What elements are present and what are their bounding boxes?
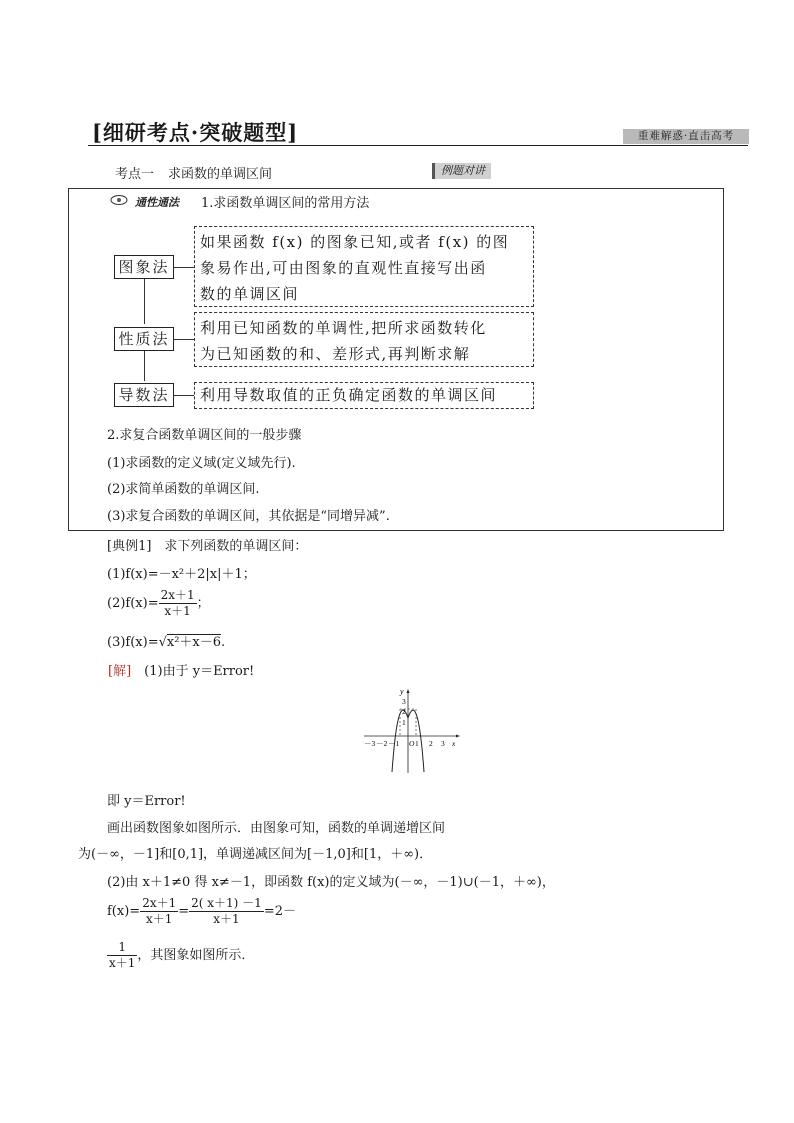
x-tick-neg3: －3 — [364, 739, 376, 748]
method-label-graph: 图象法 — [114, 255, 174, 279]
x-tick-neg1: －1 — [388, 739, 400, 748]
solution-tag: [解] — [108, 664, 132, 679]
header-badge: 重难解惑·直击高考 — [623, 129, 749, 144]
part2-lhs: (2)f(x)= — [107, 596, 159, 611]
method-heading-2: 2.求复合函数单调区间的一般步骤 — [107, 428, 302, 443]
y-tick-3: 3 — [402, 697, 406, 706]
method-desc-property — [194, 312, 534, 367]
x-axis-label: x — [452, 739, 456, 748]
solution-text: (1)由于 y＝Error! — [144, 664, 255, 679]
x-tick-3: 3 — [441, 739, 445, 748]
transform-fraction-1 — [140, 896, 178, 927]
y-tick-2: 2 — [402, 707, 406, 716]
fraction-numerator: 1 — [107, 940, 137, 956]
solution-line-1: 画出函数图象如图所示．由图象可知，函数的单调递增区间 — [107, 821, 446, 836]
x-axis-arrow — [456, 735, 460, 738]
method-label-property: 性质法 — [114, 327, 174, 351]
transform-line — [107, 896, 296, 927]
connector-h-1 — [174, 267, 194, 268]
section-title: 求函数的单调区间 — [168, 167, 273, 182]
fraction-denominator: x＋1 — [109, 956, 136, 970]
sqrt-sign: √ — [158, 635, 167, 650]
last-line — [107, 940, 254, 971]
last-fraction — [107, 940, 137, 971]
last-text: ，其图象如图所示． — [137, 948, 255, 963]
transform-tail: =2－ — [263, 904, 296, 919]
example-part-3 — [107, 631, 225, 650]
y-axis-label: y — [400, 687, 404, 696]
method-label-derivative: 导数法 — [114, 383, 174, 407]
section-heading — [115, 163, 272, 182]
y-tick-1: 1 — [402, 718, 406, 727]
tong-label: 通性通法 — [135, 196, 179, 209]
section-tag: 例题对讲 — [432, 163, 491, 179]
part2-end: ； — [196, 596, 210, 611]
sqrt-radicand: x²＋x－6 — [166, 635, 222, 650]
x-tick-1: 1 — [415, 739, 419, 748]
example-part-1: (1)f(x)=－x²＋2|x|＋1； — [107, 567, 256, 582]
desc-line: 数的单调区间 — [200, 285, 300, 303]
example-title: [典例1] 求下列函数的单调区间： — [107, 539, 308, 554]
part3-end: . — [221, 635, 226, 650]
example-part-2 — [107, 588, 210, 619]
step-2: (2)求简单函数的单调区间. — [107, 482, 260, 497]
desc-line: 象易作出,可由图象的直观性直接写出函 — [200, 259, 487, 277]
y-axis-arrow — [407, 689, 410, 693]
solution-line-2: 为(－∞，－1]和[0,1]，单调递减区间为[－1,0]和[1，＋∞)． — [78, 847, 433, 862]
solution-first-line — [108, 660, 254, 679]
connector-h-3 — [174, 395, 194, 396]
fraction-numerator: 2( x＋1) －1 — [191, 896, 262, 910]
desc-line: 利用已知函数的单调性,把所求函数转化 — [200, 319, 487, 337]
fraction-denominator: x＋1 — [213, 912, 240, 926]
x-tick-2: 2 — [429, 739, 433, 748]
part3-lhs: (3)f(x)= — [107, 635, 159, 650]
method-desc-derivative — [194, 382, 534, 409]
fraction-denominator: x＋1 — [146, 912, 173, 926]
desc-line: 如果函数 f(x) 的图象已知,或者 f(x) 的图 — [200, 233, 510, 251]
method-heading-1: 1.求函数单调区间的常用方法 — [201, 196, 370, 211]
section-label: 考点一 — [115, 167, 155, 182]
solution-line-3: (2)由 x＋1≠0 得 x≠－1，即函数 f(x)的定义域为(－∞，－1)∪(－1，＋∞)， — [107, 875, 555, 890]
connector-vertical-2 — [144, 351, 145, 381]
ji-line: 即 y＝Error! — [107, 794, 186, 809]
transform-fraction-2 — [189, 896, 264, 927]
fraction-numerator: 2x＋1 — [142, 896, 177, 910]
function-graph — [362, 685, 462, 775]
connector-vertical-1 — [144, 279, 145, 324]
fraction-denominator: x＋1 — [164, 604, 191, 618]
transform-lhs: f(x)= — [107, 904, 141, 919]
origin-label: O — [409, 739, 415, 748]
step-1: (1)求函数的定义域(定义域先行). — [107, 456, 296, 471]
x-tick-neg2: －2 — [376, 739, 388, 748]
part2-fraction — [159, 588, 197, 619]
method-desc-graph — [194, 226, 534, 307]
header-rule — [88, 145, 748, 146]
step-3: (3)求复合函数的单调区间，其依据是“同增异减”. — [107, 509, 390, 524]
swirl-icon — [110, 194, 128, 206]
page-title: [细研考点·突破题型] — [92, 120, 299, 145]
transform-eq: = — [178, 904, 190, 919]
connector-h-2 — [174, 339, 194, 340]
fraction-numerator: 2x＋1 — [160, 588, 195, 602]
desc-line: 利用导数取值的正负确定函数的单调区间 — [200, 386, 498, 404]
desc-line: 为已知函数的和、差形式,再判断求解 — [200, 345, 471, 363]
